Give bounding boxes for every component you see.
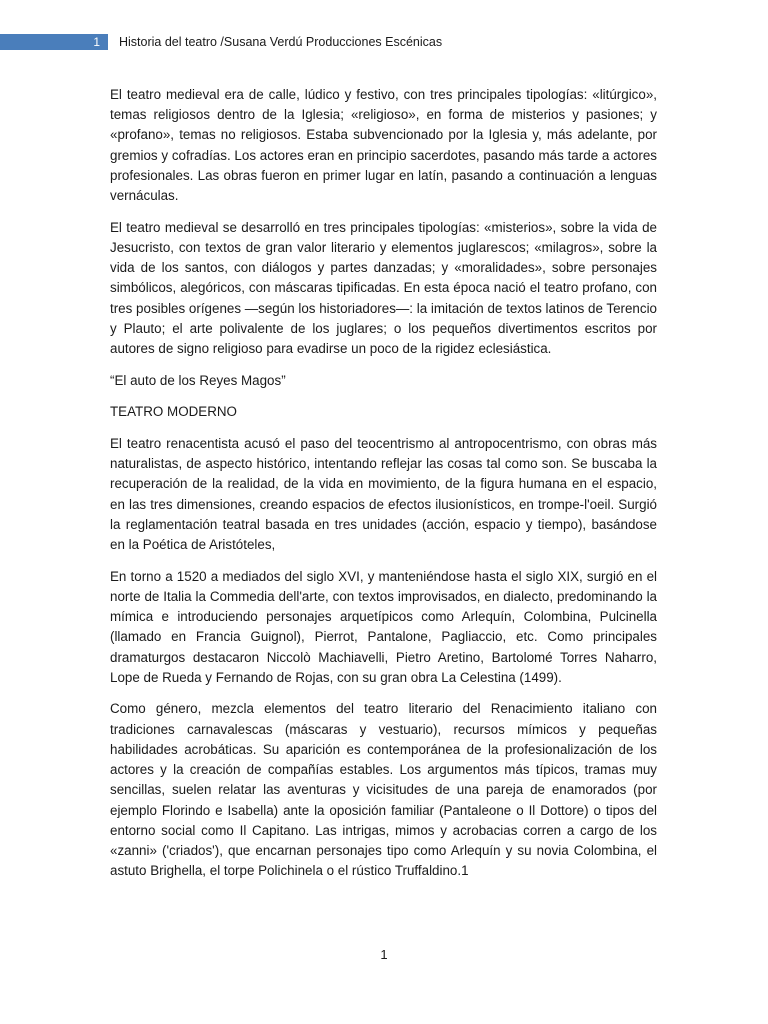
paragraph-renaissance: El teatro renacentista acusó el paso del teocentrismo al antropocentrismo, con obras más naturalistas, de aspecto histórico, intentando reflejar las cosas tal como son. Se buscaba la recuperación de la realidad, de la vida en movimiento, de la figura humana en el espacio, en las tres dimensiones, creando espacios de efectos ilusionísticos, en trompe-l'oeil. Surgió la reglamentación teatral basada en tres unidades (acción, espacio y tiempo), basándose en la Poética de Aristóteles,: [110, 436, 657, 553]
paragraph-commedia: En torno a 1520 a mediados del siglo XVI, y manteniéndose hasta el siglo XIX, surgió en el norte de Italia la Commedia dell'arte, con textos improvisados, en dialecto, predominando la mímica e introduciendo personajes arquetípicos como Arlequín, Colombina, Pulcinella (llamado en Francia Guignol), Pierrot, Pantalone, Pagliaccio, etc. Como principales dramaturgos destacaron Niccolò Machiavelli, Pietro Aretino, Bartolomé Torres Naharro, Lope de Rueda y Fernando de Rojas, con su gran obra La Celestina (1499).: [110, 568, 657, 685]
paragraph-medieval-typologies: El teatro medieval se desarrolló en tres principales tipologías: «misterios», sobre la vida de Jesucristo, con textos de gran valor literario y elementos juglarescos; «milagros», sobre la vida de los santos, con diálogos y partes danzadas; y «moralidades», sobre personajes simbólicos, alegóricos, con máscaras tipificadas. En esta época nació el teatro profano, con tres posibles orígenes —según los historiadores—: la imitación de textos latinos de Terencio y Plauto; el arte polivalente de los juglares; o los pequeños divertimentos escritos por autores de signo religioso para evadirse un poco de la rigidez eclesiástica.: [110, 219, 657, 356]
paragraph-genre: Como género, mezcla elementos del teatro literario del Renacimiento italiano con tradiciones carnavalescas (máscaras y vestuario), recursos mímicos y pequeñas habilidades acrobáticas. Su aparición es contemporánea de la profesionalización de los actores y la creación de compañías estables. Los argumentos más típicos, tramas muy sencillas, suelen relatar las aventuras y vicisitudes de una pareja de enamorados (por ejemplo Florindo e Isabella) ante la oposición familiar (Pantaleone o Il Dottore) o tipos del entorno social como Il Capitano. Las intrigas, mimos y acrobacias corren a cargo de los «zanni» ('criados'), que encarnan personajes tipo como Arlequín y su novia Colombina, el astuto Brighella, el torpe Polichinela o el rústico Truffaldino.1: [110, 701, 657, 879]
document-body: [110, 85, 657, 893]
section-heading-teatro-moderno: TEATRO MODERNO: [110, 404, 237, 420]
footer-page-number: 1: [380, 947, 388, 962]
header-page-number: 1: [93, 35, 100, 49]
paragraph-medieval-intro: El teatro medieval era de calle, lúdico y festivo, con tres principales tipologías: «litúrgico», temas religiosos dentro de la Iglesia; «religioso», en forma de misterios y pasiones; y «profano», temas no religiosos. Estaba subvencionado por la Iglesia y, más adelante, por gremios y cofradías. Los actores eran en principio sacerdotes, pasando más tarde a actores profesionales. Las obras fueron en primer lugar en latín, pasando a continuación a lenguas vernáculas.: [110, 87, 657, 204]
work-title-reyes-magos: “El auto de los Reyes Magos”: [110, 372, 286, 388]
header-title: Historia del teatro /Susana Verdú Producciones Escénicas: [119, 35, 443, 49]
